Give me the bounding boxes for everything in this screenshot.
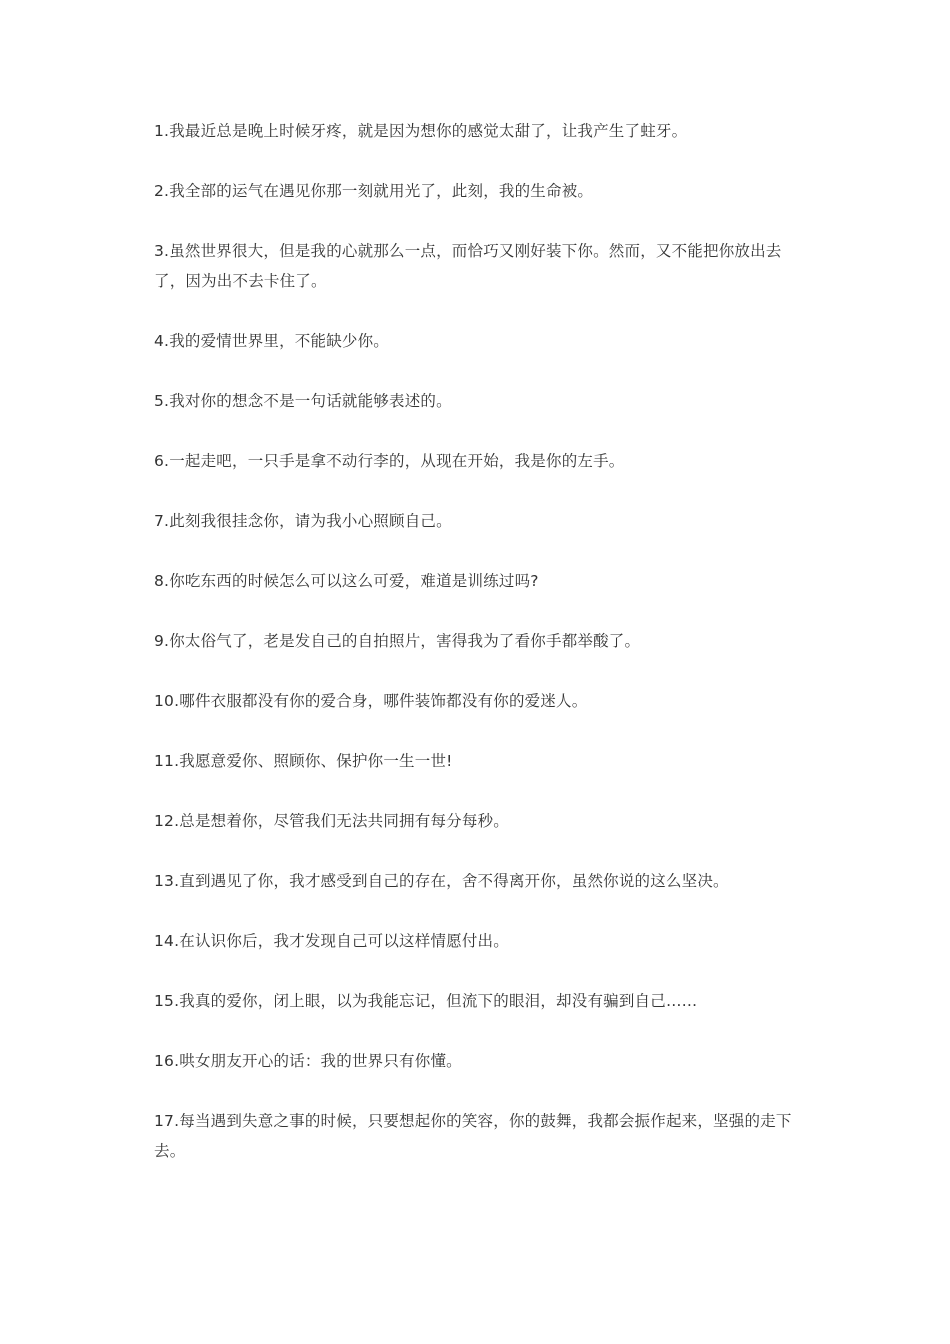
list-item-17: 17.每当遇到失意之事的时候，只要想起你的笑容，你的鼓舞，我都会振作起来，坚强的走下去。: [154, 1112, 792, 1160]
list-item-5: 5.我对你的想念不是一句话就能够表述的。: [154, 392, 452, 410]
document-content: [154, 116, 804, 1166]
list-item-14: 14.在认识你后，我才发现自己可以这样情愿付出。: [154, 932, 509, 950]
list-item-3: 3.虽然世界很大，但是我的心就那么一点，而恰巧又刚好装下你。然而，又不能把你放出去了，因为出不去卡住了。: [154, 242, 782, 290]
list-item-1: 1.我最近总是晚上时候牙疼，就是因为想你的感觉太甜了，让我产生了蛀牙。: [154, 122, 688, 140]
list-item-16: 16.哄女朋友开心的话：我的世界只有你懂。: [154, 1052, 462, 1070]
list-item-13: 13.直到遇见了你，我才感受到自己的存在，舍不得离开你，虽然你说的这么坚决。: [154, 872, 729, 890]
list-item-9: 9.你太俗气了，老是发自己的自拍照片，害得我为了看你手都举酸了。: [154, 632, 641, 650]
list-item-11: 11.我愿意爱你、照顾你、保护你一生一世!: [154, 752, 453, 770]
list-item-15: 15.我真的爱你，闭上眼，以为我能忘记，但流下的眼泪，却没有骗到自己……: [154, 992, 698, 1010]
list-item-12: 12.总是想着你，尽管我们无法共同拥有每分每秒。: [154, 812, 509, 830]
list-item-10: 10.哪件衣服都没有你的爱合身，哪件装饰都没有你的爱迷人。: [154, 692, 588, 710]
list-item-7: 7.此刻我很挂念你，请为我小心照顾自己。: [154, 512, 452, 530]
list-item-4: 4.我的爱情世界里，不能缺少你。: [154, 332, 389, 350]
list-item-6: 6.一起走吧，一只手是拿不动行李的，从现在开始，我是你的左手。: [154, 452, 625, 470]
list-item-8: 8.你吃东西的时候怎么可以这么可爱，难道是训练过吗?: [154, 572, 539, 590]
list-item-2: 2.我全部的运气在遇见你那一刻就用光了，此刻，我的生命被。: [154, 182, 594, 200]
